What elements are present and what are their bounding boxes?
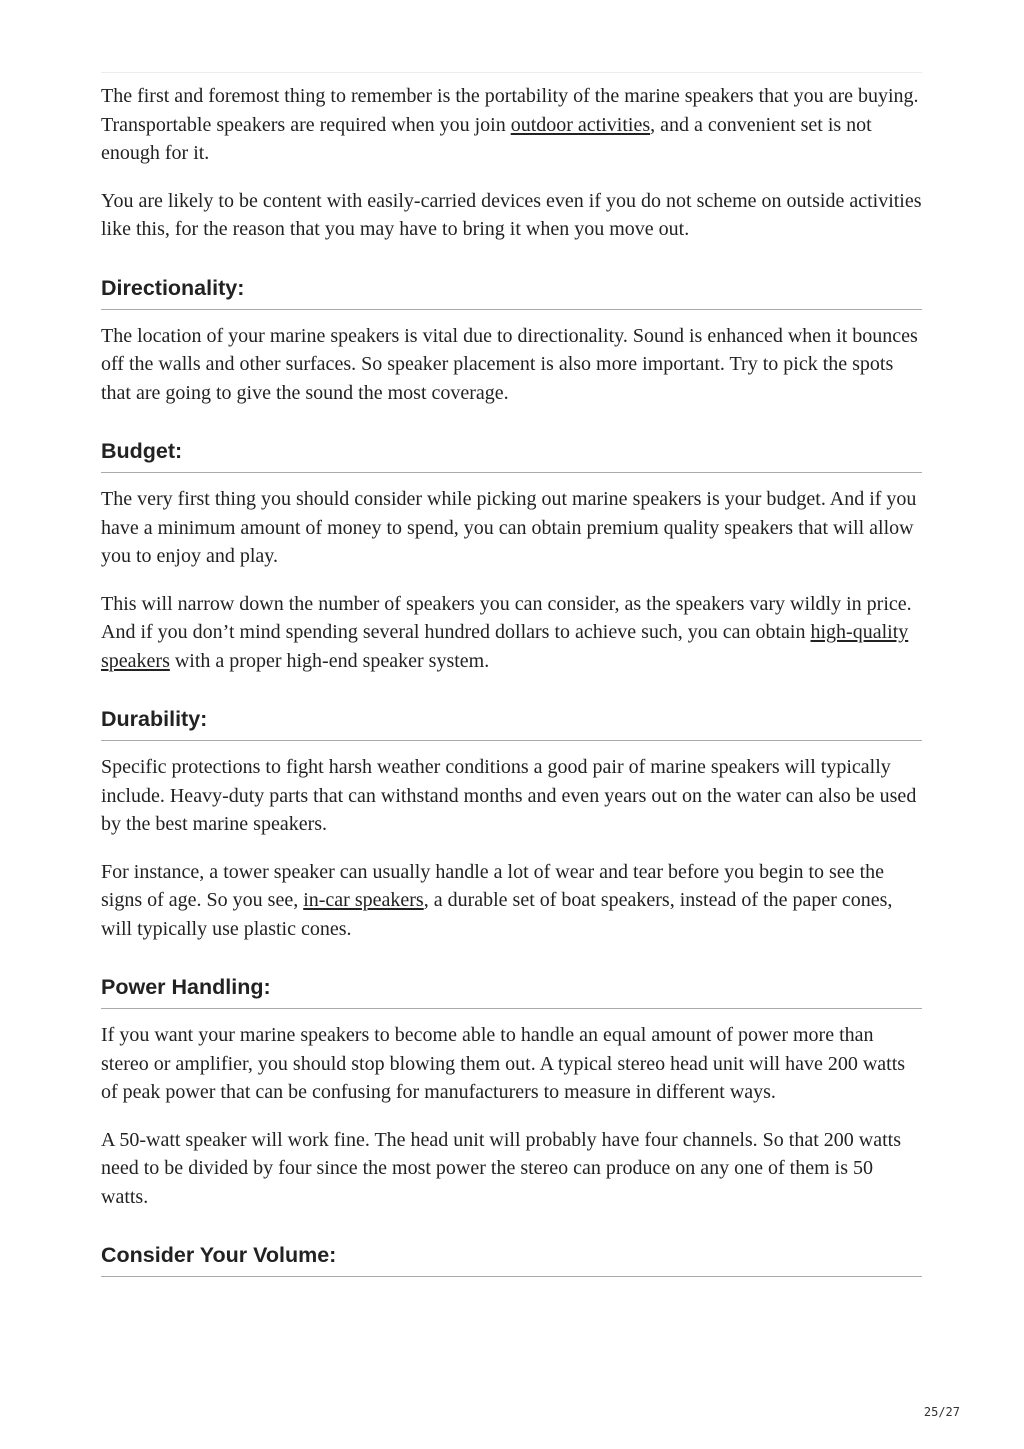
power-handling-paragraph-1: If you want your marine speakers to become able to handle an equal amount of power more than stereo or amplifier, you should stop blowing them out. A typical stereo head unit will have 200 watts of peak power that can be confusing for manufacturers to measure in different ways. xyxy=(101,1024,906,1103)
outdoor-activities-link[interactable]: outdoor activities xyxy=(510,113,651,136)
paragraph-text: For instance, a tower speaker can usually handle a lot of wear and tear before you begin to see the signs of age. So you see, xyxy=(101,860,885,911)
article-body xyxy=(101,82,922,1277)
paragraph-text: , a durable set of boat speakers, instead of the paper cones, will typically use plastic cones. xyxy=(101,889,893,940)
power-handling-paragraph-2: A 50-watt speaker will work fine. The head unit will probably have four channels. So that 200 watts need to be divided by four since the most power the stereo can produce on any one of them is 50 watts. xyxy=(101,1128,901,1208)
consider-volume-heading: Consider Your Volume: xyxy=(101,1241,922,1277)
power-handling-heading: Power Handling: xyxy=(101,973,922,1009)
portability-paragraph-2: You are likely to be content with easily-carried devices even if you do not scheme on outside activities like this, for the reason that you may have to bring it when you move out. xyxy=(101,189,922,240)
top-divider xyxy=(101,72,922,73)
budget-paragraph-1: The very first thing you should consider while picking out marine speakers is your budget. And if you have a minimum amount of money to spend, you can obtain premium quality speakers that will allow you to enjoy and play. xyxy=(101,488,917,567)
budget-heading: Budget: xyxy=(101,437,922,473)
paragraph-text: The first and foremost thing to remember is the portability of the marine speakers that you are buying. Transportable speakers are required when you join xyxy=(101,85,919,136)
directionality-heading: Directionality: xyxy=(101,274,922,310)
durability-heading: Durability: xyxy=(101,705,922,741)
durability-paragraph-1: Specific protections to fight harsh weather conditions a good pair of marine speakers will typically include. Heavy-duty parts that can withstand months and even years out on the water can also be used by the best marine speakers. xyxy=(101,756,917,835)
in-car-speakers-link[interactable]: in-car speakers xyxy=(303,889,424,911)
portability-paragraph-1 xyxy=(101,82,922,168)
paragraph-text: , and a convenient set is not enough for it. xyxy=(101,113,872,164)
directionality-paragraph-1: The location of your marine speakers is vital due to directionality. Sound is enhanced when it bounces off the walls and other surfaces. So speaker placement is also more important. Try to pick the spots that are going to give the sound the most coverage. xyxy=(101,324,918,404)
page-number: 25/27 xyxy=(923,1405,960,1419)
paragraph-text: with a proper high-end speaker system. xyxy=(169,649,490,672)
paragraph-text: This will narrow down the number of speakers you can consider, as the speakers vary wildly in price. And if you don’t mind spending several hundred dollars to achieve such, you can obtain xyxy=(101,592,912,643)
high-quality-speakers-link[interactable]: high-quality speakers xyxy=(101,621,909,672)
durability-paragraph-2 xyxy=(101,858,922,944)
budget-paragraph-2 xyxy=(101,590,922,676)
